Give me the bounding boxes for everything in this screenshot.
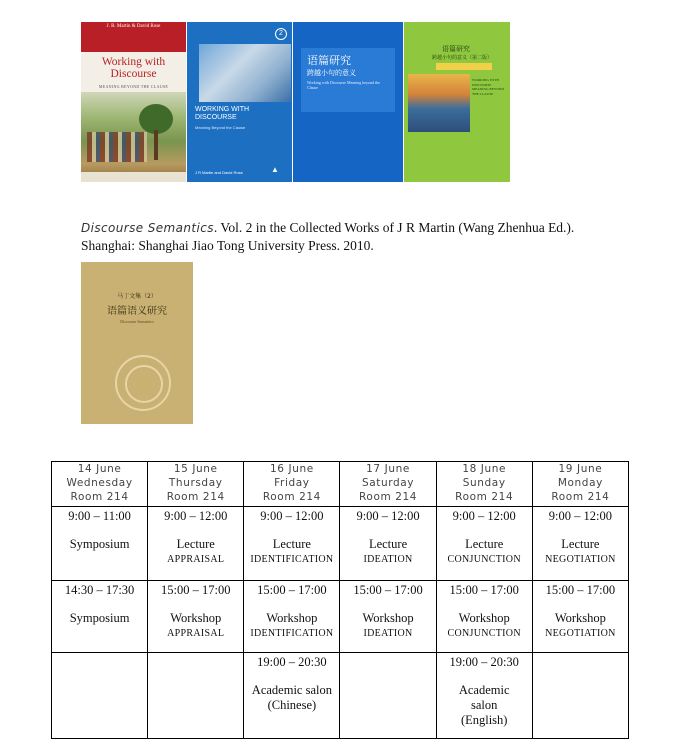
cover-title-zh: 语篇研究 — [442, 45, 470, 53]
session-time: 15:00 – 17:00 — [353, 583, 423, 597]
date: 15 June — [173, 463, 218, 475]
session-cell — [244, 581, 340, 653]
room: Room 214 — [455, 491, 514, 503]
session-time: 15:00 – 17:00 — [545, 583, 616, 597]
cover-label-strip — [436, 63, 492, 70]
date: 14 June — [77, 463, 122, 475]
session-topic: APPRAISAL — [167, 554, 225, 565]
room: Room 214 — [551, 491, 610, 503]
cover-authors: J R Martin and David Rose — [195, 170, 243, 175]
date: 16 June — [270, 463, 314, 475]
cover-series: 马丁文集（2） — [117, 293, 157, 300]
session-time: 9:00 – 12:00 — [548, 509, 612, 523]
session-topic: CONJUNCTION — [447, 628, 521, 639]
session-time: 9:00 – 12:00 — [452, 509, 516, 523]
citation-details: . Vol. 2 in the Collected Works of J R Martin (Wang Zhenhua Ed.). — [213, 220, 575, 235]
citation — [81, 219, 641, 254]
people-image — [87, 132, 147, 162]
session-cell — [532, 653, 628, 739]
day-header — [340, 462, 436, 507]
cover-footer — [81, 172, 186, 182]
session-topic: CONJUNCTION — [447, 554, 521, 565]
session-language: (Chinese) — [267, 698, 317, 712]
cover-photo — [199, 44, 291, 102]
room: Room 214 — [359, 491, 418, 503]
session-topic: NEGOTIATION — [545, 628, 616, 639]
session-type: Workshop — [170, 611, 222, 625]
session-language: (English) — [460, 713, 508, 727]
session-time: 15:00 – 17:00 — [161, 583, 231, 597]
book-covers-row — [81, 22, 513, 182]
session-time: 9:00 – 11:00 — [68, 509, 131, 523]
session-type: Lecture — [465, 537, 504, 551]
session-topic: IDEATION — [363, 628, 413, 639]
cover-title: WORKING WITH DISCOURSE — [195, 106, 250, 121]
weekday: Sunday — [462, 477, 506, 489]
cover-title-zh: 语篇研究 — [307, 54, 351, 67]
weekday: Friday — [274, 477, 310, 489]
cover-painting — [408, 74, 470, 132]
schedule-table — [51, 461, 629, 739]
session-time: 9:00 – 12:00 — [356, 509, 420, 523]
session-type: Lecture — [176, 537, 215, 551]
citation-title: Discourse Semantics — [81, 221, 214, 235]
cover-subtitle: Meaning Beyond the Clause — [195, 125, 246, 130]
session-cell — [436, 581, 532, 653]
session-topic: NEGOTIATION — [545, 554, 616, 565]
session-type: Lecture — [561, 537, 600, 551]
room: Room 214 — [70, 491, 129, 503]
session-cell — [148, 653, 244, 739]
cover-title-en: WORKING WITH DISCOURSE MEANING BEYOND THE CLAUSE — [472, 78, 504, 96]
session-cell — [52, 653, 148, 739]
session-type: Workshop — [554, 611, 606, 625]
session-time: 15:00 – 17:00 — [449, 583, 519, 597]
cover-yupian-yanjiu-2 — [404, 22, 510, 182]
edition-badge: 2 — [275, 28, 287, 40]
cover-title-en: Discourse Semantics — [120, 319, 154, 324]
session-type: Lecture — [272, 537, 311, 551]
cover-working-with-discourse-2 — [187, 22, 292, 182]
session-cell — [148, 507, 244, 581]
session-type: Symposium — [69, 537, 130, 551]
session-topic: IDENTIFICATION — [250, 628, 334, 639]
cover-author: J. R. Martin & David Rose — [106, 24, 161, 29]
session-topic: IDENTIFICATION — [250, 554, 334, 565]
cover-title-zh: 语篇语义研究 — [107, 306, 167, 317]
weekday: Saturday — [361, 477, 415, 489]
day-header — [532, 462, 628, 507]
session-time: 15:00 – 17:00 — [257, 583, 327, 597]
session-time: 14:30 – 17:30 — [64, 583, 135, 597]
session-time: 9:00 – 12:00 — [260, 509, 324, 523]
session-time: 19:00 – 20:30 — [449, 655, 519, 669]
cover-title-en: Working with Discourse Meaning beyond the Clause — [307, 80, 380, 90]
cover-yupian-yanjiu-1 — [293, 22, 403, 182]
session-topic: IDEATION — [363, 554, 413, 565]
session-cell — [148, 581, 244, 653]
date: 18 June — [462, 463, 507, 475]
session-type: Workshop — [266, 611, 318, 625]
cover-subtitle-zh: 跨越小句的意义（第二版） — [432, 55, 493, 61]
publisher-logo-icon: ▲ — [271, 165, 279, 174]
weekday: Wednesday — [66, 477, 133, 489]
evening-row — [52, 653, 629, 739]
room: Room 214 — [262, 491, 321, 503]
cover-subtitle: MEANING BEYOND THE CLAUSE — [98, 84, 169, 89]
session-cell — [436, 653, 532, 739]
session-type: Academic — [458, 683, 510, 697]
day-header — [436, 462, 532, 507]
session-cell — [244, 507, 340, 581]
session-type: Workshop — [458, 611, 510, 625]
circle-decoration-inner — [125, 365, 163, 403]
cover-title: Working with Discourse — [101, 56, 166, 80]
session-cell — [340, 653, 436, 739]
room: Room 214 — [166, 491, 225, 503]
session-type: Workshop — [362, 611, 414, 625]
session-cell — [436, 507, 532, 581]
cover-working-with-discourse-1 — [81, 22, 186, 182]
session-time: 9:00 – 12:00 — [164, 509, 228, 523]
session-type: Lecture — [368, 537, 408, 551]
session-cell — [532, 507, 628, 581]
session-cell — [52, 581, 148, 653]
header-row — [52, 462, 629, 507]
session-cell — [340, 581, 436, 653]
session-cell — [52, 507, 148, 581]
citation-publisher: Shanghai: Shanghai Jiao Tong University Press. 2010. — [81, 238, 374, 253]
date: 19 June — [558, 463, 603, 475]
session-cell — [340, 507, 436, 581]
day-header — [52, 462, 148, 507]
morning-row — [52, 507, 629, 581]
session-type: Academic salon — [251, 683, 332, 697]
session-time: 19:00 – 20:30 — [257, 655, 327, 669]
weekday: Monday — [557, 477, 603, 489]
weekday: Thursday — [168, 477, 223, 489]
cover-subtitle-zh: 跨越小句的意义 — [307, 69, 356, 77]
afternoon-row — [52, 581, 629, 653]
session-type-2: salon — [471, 698, 498, 712]
session-topic: APPRAISAL — [167, 628, 225, 639]
date: 17 June — [366, 463, 410, 475]
day-header — [148, 462, 244, 507]
cover-discourse-semantics — [81, 262, 193, 424]
session-cell — [244, 653, 340, 739]
session-type: Symposium — [69, 611, 130, 625]
tree-trunk-image — [154, 130, 158, 160]
session-cell — [532, 581, 628, 653]
day-header — [244, 462, 340, 507]
